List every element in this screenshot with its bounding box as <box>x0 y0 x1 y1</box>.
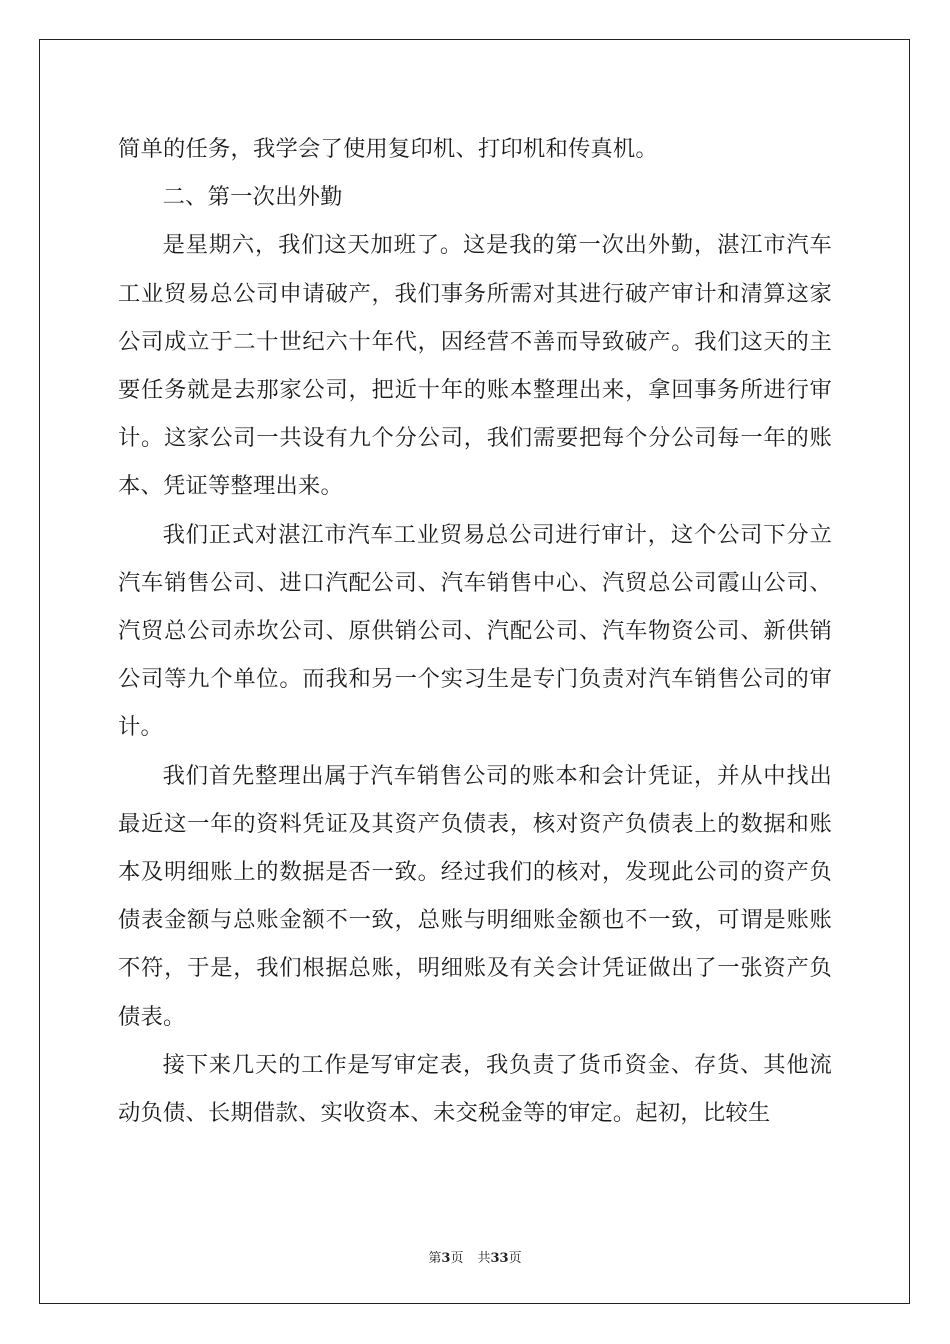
page-footer <box>0 1247 950 1266</box>
paragraph: 是星期六，我们这天加班了。这是我的第一次出外勤，湛江市汽车工业贸易总公司申请破产，我们事务所需对其进行破产审计和清算这家公司成立于二十世纪六十年代，因经营不善而导致破产。我们这天的主要任务就是去那家公司，把近十年的账本整理出来，拿回事务所进行审计。这家公司一共设有九个分公司，我们需要把每个分公司每一年的账本、凭证等整理出来。 <box>118 232 832 500</box>
section-heading: 二、第一次出外勤 <box>162 184 343 211</box>
paragraph-continuation: 简单的任务，我学会了使用复印机、打印机和传真机。 <box>118 136 658 162</box>
footer-page-number: 3 <box>441 1251 451 1266</box>
footer-total-prefix: 共 <box>477 1251 491 1266</box>
footer-prefix: 第 <box>428 1251 442 1266</box>
paragraph: 我们首先整理出属于汽车销售公司的账本和会计凭证，并从中找出最近这一年的资料凭证及其资产负债表，核对资产负债表上的数据和账本及明细账上的数据是否一致。经过我们的核对，发现此公司的资产负债表金额与总账金额不一致，总账与明细账金额也不一致，可谓是账账不符，于是，我们根据总账，明细账及有关会计凭证做出了一张资产负债表。 <box>118 762 832 1030</box>
footer-total-suffix: 页 <box>508 1251 522 1266</box>
footer-total-pages: 33 <box>490 1251 509 1266</box>
paragraph: 接下来几天的工作是写审定表，我负责了货币资金、存货、其他流动负债、长期借款、实收资本、未交税金等的审定。起初，比较生 <box>118 1051 832 1127</box>
paragraph: 我们正式对湛江市汽车工业贸易总公司进行审计，这个公司下分立汽车销售公司、进口汽配公司、汽车销售中心、汽贸总公司霞山公司、汽贸总公司赤坎公司、原供销公司、汽配公司、汽车物资公司、新供销公司等九个单位。而我和另一个实习生是专门负责对汽车销售公司的审计。 <box>118 521 832 741</box>
document-body <box>118 125 832 1137</box>
footer-page-suffix: 页 <box>450 1251 464 1266</box>
